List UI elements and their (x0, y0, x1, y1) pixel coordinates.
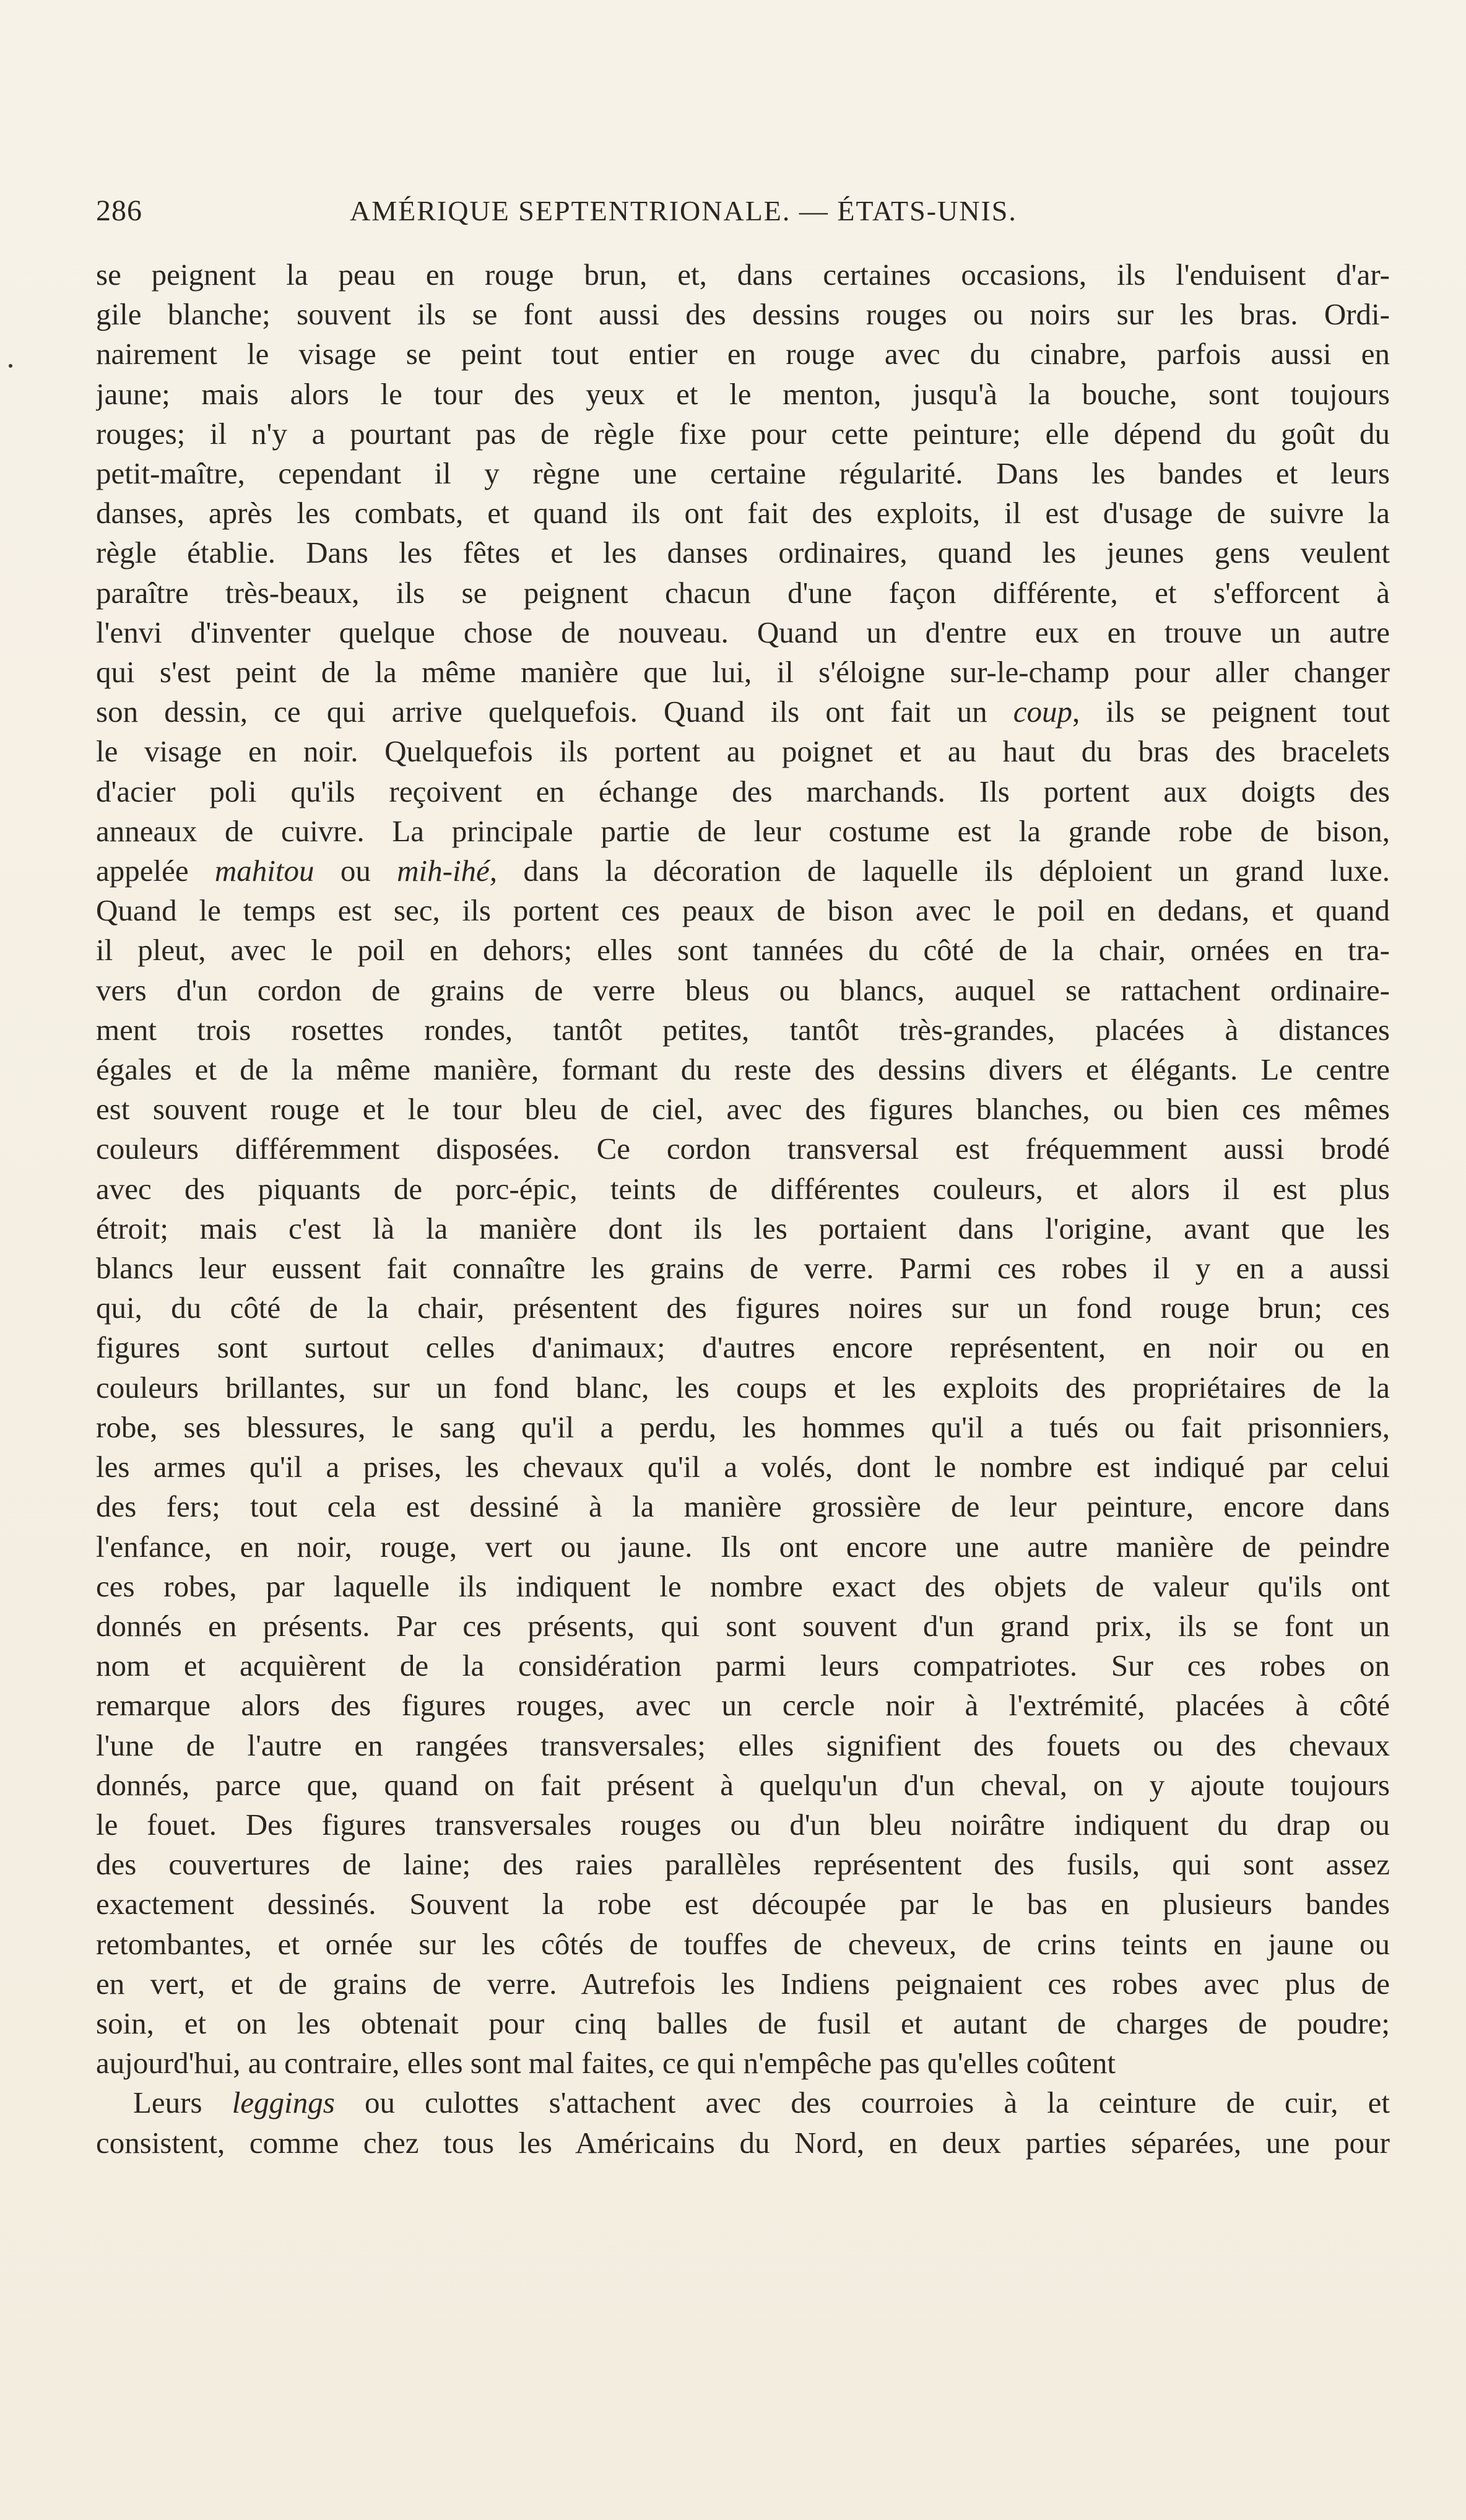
text-line: remarque alors des figures rouges, avec un cercle noir à l'extrémité, placées à côté (96, 1688, 1390, 1723)
text-line: donnés, parce que, quand on fait présent à quelqu'un d'un cheval, on y ajoute toujours (96, 1767, 1390, 1802)
text-segment: , ils se peignent tout (1072, 695, 1390, 729)
italic-term-coup: coup (1013, 695, 1072, 729)
paragraph-1 (96, 255, 1390, 2083)
text-line: petit-maître, cependant il y règne une certaine régularité. Dans les bandes et leurs (96, 456, 1390, 491)
text-line: l'envi d'inventer quelque chose de nouveau. Quand un d'entre eux en trouve un autre (96, 615, 1390, 649)
text-line: paraître très-beaux, ils se peignent chacun d'une façon différente, et s'efforcent à (96, 575, 1390, 610)
page-header (96, 189, 1390, 233)
text-line: jaune; mais alors le tour des yeux et le menton, jusqu'à la bouche, sont toujours (96, 376, 1390, 411)
text-line: robe, ses blessures, le sang qu'il a perdu, les hommes qu'il a tués ou fait prisonniers, (96, 1409, 1390, 1444)
text-line: ces robes, par laquelle ils indiquent le nombre exact des objets de valeur qu'ils ont (96, 1569, 1390, 1603)
italic-term-leggings: leggings (232, 2085, 335, 2120)
text-line: égales et de la même manière, formant du reste des dessins divers et élégants. Le centre (96, 1052, 1390, 1087)
text-line: rouges; il n'y a pourtant pas de règle fixe pour cette peinture; elle dépend du goût du (96, 416, 1390, 451)
text-line: l'une de l'autre en rangées transversales; elles signifient des fouets ou des chevaux (96, 1728, 1390, 1762)
running-title: AMÉRIQUE SEPTENTRIONALE. — ÉTATS-UNIS. (350, 195, 1017, 227)
italic-term-mahitou: mahitou (214, 854, 314, 888)
margin-speck (9, 364, 12, 368)
text-line: le visage en noir. Quelquefois ils portent au poignet et au haut du bras des bracelets (96, 734, 1390, 769)
text-line: blancs leur eussent fait connaître les grains de verre. Parmi ces robes il y en a aussi (96, 1251, 1390, 1286)
text-line: nom et acquièrent de la considération parmi leurs compatriotes. Sur ces robes on (96, 1648, 1390, 1683)
text-line (96, 2083, 1390, 2123)
text-line: en vert, et de grains de verre. Autrefois les Indiens peignaient ces robes avec plus de (96, 1966, 1390, 2001)
text-line: il pleut, avec le poil en dehors; elles sont tannées du côté de la chair, ornées en tra- (96, 933, 1390, 968)
text-line: gile blanche; souvent ils se font aussi des dessins rouges ou noirs sur les bras. Ordi- (96, 297, 1390, 332)
text-line (96, 851, 1390, 891)
text-line: donnés en présents. Par ces présents, qui sont souvent d'un grand prix, ils se font un (96, 1608, 1390, 1643)
text-segment: ou culottes s'attachent avec des courroies à la ceinture de cuir, et (364, 2085, 1390, 2120)
text-segment: son dessin, ce qui arrive quelquefois. Quand ils ont fait un (96, 695, 987, 729)
text-line: vers d'un cordon de grains de verre bleus ou blancs, auquel se rattachent ordinaire- (96, 972, 1390, 1007)
text-line: d'acier poli qu'ils reçoivent en échange des marchands. Ils portent aux doigts des (96, 774, 1390, 808)
paragraph-2 (96, 2083, 1390, 2162)
page-number: 286 (96, 194, 142, 227)
italic-term-mih-ihe: mih-ihé, (397, 854, 498, 888)
text-line: les armes qu'il a prises, les chevaux qu'il a volés, dont le nombre est indiqué par celui (96, 1450, 1390, 1484)
text-line: étroit; mais c'est là la manière dont ils les portaient dans l'origine, avant que les (96, 1211, 1390, 1245)
text-line: ment trois rosettes rondes, tantôt petites, tantôt très-grandes, placées à distances (96, 1012, 1390, 1047)
text-line: l'enfance, en noir, rouge, vert ou jaune. Ils ont encore une autre manière de peindre (96, 1529, 1390, 1564)
text-line: qui, du côté de la chair, présentent des figures noires sur un fond rouge brun; ces (96, 1291, 1390, 1325)
text-line: couleurs différemment disposées. Ce cordon transversal est fréquemment aussi brodé (96, 1132, 1390, 1166)
text-line (96, 692, 1390, 732)
text-line: des fers; tout cela est dessiné à la manière grossière de leur peinture, encore dans (96, 1489, 1390, 1524)
text-line: Quand le temps est sec, ils portent ces peaux de bison avec le poil en dedans, et quand (96, 893, 1390, 928)
text-line: anneaux de cuivre. La principale partie de leur costume est la grande robe de bison, (96, 813, 1390, 848)
text-line: qui s'est peint de la même manière que lui, il s'éloigne sur-le-champ pour aller changer (96, 655, 1390, 690)
text-line: avec des piquants de porc-épic, teints de différentes couleurs, et alors il est plus (96, 1171, 1390, 1206)
text-line: le fouet. Des figures transversales rouges ou d'un bleu noirâtre indiquent du drap ou (96, 1807, 1390, 1842)
text-line: aujourd'hui, au contraire, elles sont mal faites, ce qui n'empêche pas qu'elles coûtent (96, 2046, 1116, 2081)
text-line: soin, et on les obtenait pour cinq balles de fusil et autant de charges de poudre; (96, 2006, 1390, 2040)
text-line: est souvent rouge et le tour bleu de ciel, avec des figures blanches, ou bien ces mêmes (96, 1092, 1390, 1127)
text-line: consistent, comme chez tous les Américains du Nord, en deux parties séparées, une pour (96, 2125, 1390, 2160)
text-segment: dans la décoration de laquelle ils déploient un grand luxe. (523, 854, 1390, 888)
body-text (96, 255, 1390, 2163)
text-line: couleurs brillantes, sur un fond blanc, les coups et les exploits des propriétaires de la (96, 1370, 1390, 1405)
text-line: règle établie. Dans les fêtes et les danses ordinaires, quand les jeunes gens veulent (96, 535, 1390, 570)
text-line: danses, après les combats, et quand ils ont fait des exploits, il est d'usage de suivre la (96, 496, 1390, 530)
text-line: des couvertures de laine; des raies parallèles représentent des fusils, qui sont assez (96, 1847, 1390, 1882)
text-line: figures sont surtout celles d'animaux; d'autres encore représentent, en noir ou en (96, 1330, 1390, 1365)
text-segment: appelée (96, 854, 189, 888)
text-line: exactement dessinés. Souvent la robe est découpée par le bas en plusieurs bandes (96, 1887, 1390, 1921)
text-segment: Leurs (133, 2085, 202, 2120)
text-line: se peignent la peau en rouge brun, et, dans certaines occasions, ils l'enduisent d'ar- (96, 258, 1390, 292)
text-line: nairement le visage se peint tout entier en rouge avec du cinabre, parfois aussi en (96, 337, 1390, 371)
text-segment: ou (340, 854, 371, 888)
text-line: retombantes, et ornée sur les côtés de touffes de cheveux, de crins teints en jaune ou (96, 1926, 1390, 1961)
